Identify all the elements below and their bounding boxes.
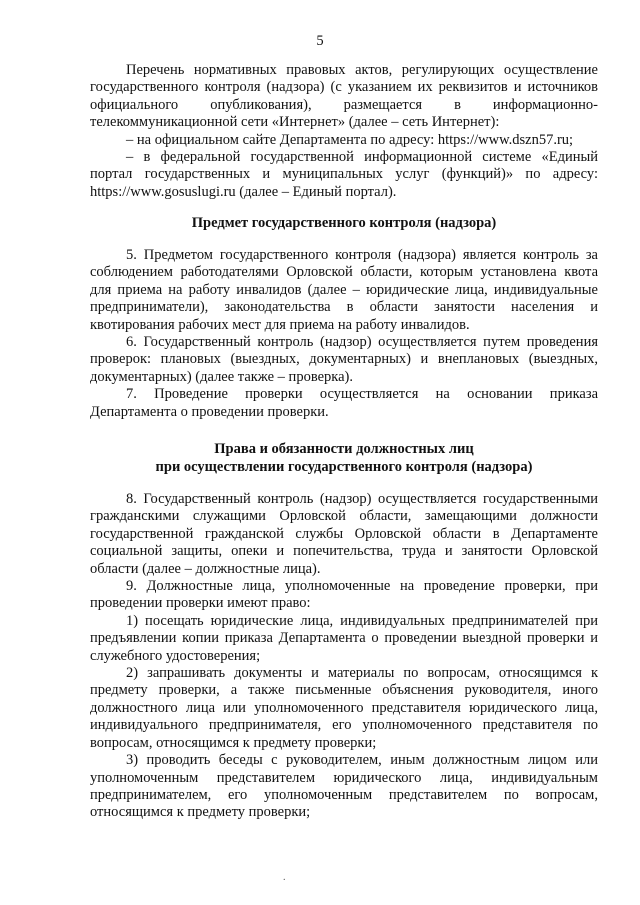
paragraph-7: 7. Проведение проверки осуществляется на основании приказа Департамента о проведении проверки.	[90, 386, 598, 420]
page-number: 5	[316, 33, 324, 49]
right-item-1: 1) посещать юридические лица, индивидуальных предпринимателей при предъявлении копии приказа Департамента о проведении выездной проверки и служебного удостоверения;	[90, 612, 598, 664]
paragraph-8: 8. Государственный контроль (надзор) осуществляется государственными гражданскими служащими Орловской области, замещающими должности государственной гражданской службы Орловской области в Департаменте социальной защиты, опеки и попечительства, труда и занятости Орловской области (далее – должностные лица).	[90, 491, 598, 577]
section-heading-subject-text: Предмет государственного контроля (надзора)	[191, 215, 497, 231]
intro-paragraph: Перечень нормативных правовых актов, регулирующих осуществление государственного контроля (надзора) (с указанием их реквизитов и источников официального опубликования), размещается в информационно-телекоммуникационной сети «Интернет» (далее – сеть Интернет):	[90, 62, 598, 131]
intro-block	[90, 62, 598, 201]
scan-mark: .	[283, 872, 286, 883]
section-heading-rights-line2: при осуществлении государственного контроля (надзора)	[155, 458, 533, 475]
right-item-2: 2) запрашивать документы и материалы по вопросам, относящимся к предмету проверки, а также письменные объяснения руководителя, иного должностного лица или уполномоченного представителя юридического лица, индивидуального предпринимателя, его уполномоченного представителя по вопросам, относящимся к предмету проверки;	[90, 665, 598, 751]
right-item-3: 3) проводить беседы с руководителем, иным должностным лицом или уполномоченным представителем юридического лица, индивидуальным предпринимателем, его уполномоченным представителем по вопросам, относящимся к предмету проверки;	[90, 752, 598, 821]
paragraph-9: 9. Должностные лица, уполномоченные на проведение проверки, при проведении проверки имеют право:	[90, 578, 598, 612]
paragraph-5: 5. Предметом государственного контроля (надзора) является контроль за соблюдением работодателями Орловской области, которым установлена квота для приема на работу инвалидов (далее – юридические лица, индивидуальные предприниматели), законодательства в области занятости населения и квотирования рабочих мест для приема на работу инвалидов.	[90, 247, 598, 333]
section-heading-subject	[90, 215, 598, 233]
section-heading-rights-line1: Права и обязанности должностных лиц	[214, 441, 474, 457]
intro-list-item-portal: – в федеральной государственной информационной системе «Единый портал государственных и муниципальных услуг (функций)» по адресу: https://www.gosuslugi.ru (далее – Единый портал).	[90, 149, 598, 200]
section-heading-rights	[90, 441, 598, 476]
rights-block	[90, 491, 598, 822]
intro-list-item-site: – на официальном сайте Департамента по адресу: https://www.dszn57.ru;	[126, 131, 574, 148]
paragraph-6: 6. Государственный контроль (надзор) осуществляется путем проведения проверок: плановых (выездных, документарных) и внеплановых (выездных, документарных) (далее также – проверка).	[90, 334, 598, 385]
subject-block	[90, 247, 598, 421]
